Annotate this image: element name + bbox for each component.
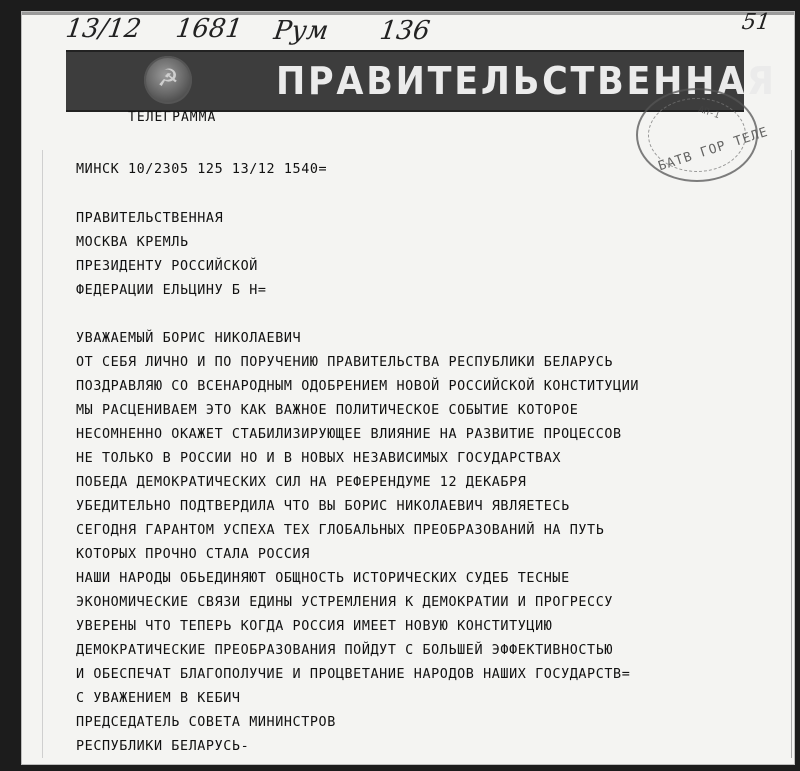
header-banner: [66, 50, 777, 112]
body-line: КОТОРЫХ ПРОЧНО СТАЛА РОССИЯ: [76, 547, 310, 562]
handwritten-corner-mark: 51: [740, 10, 772, 35]
body-line: ОТ СЕБЯ ЛИЧНО И ПО ПОРУЧЕНИЮ ПРАВИТЕЛЬСТВА РЕСПУБЛИКИ БЕЛАРУСЬ: [76, 355, 614, 370]
handwritten-date: 13/12: [63, 14, 144, 44]
address-line: МОСКВА КРЕМЛЬ: [76, 235, 189, 250]
message-body: [76, 331, 640, 754]
body-line: ПОЗДРАВЛЯЮ СО ВСЕНАРОДНЫМ ОДОБРЕНИЕМ НОВОЙ РОССИЙСКОЙ КОНСТИТУЦИИ: [76, 379, 640, 394]
handwritten-signature: Рум: [271, 16, 331, 46]
postal-stamp: [636, 88, 771, 182]
body-line: ЭКОНОМИЧЕСКИЕ СВЯЗИ ЕДИНЫ УСТРЕМЛЕНИЯ К ДЕМОКРАТИИ И ПРОГРЕССУ: [76, 595, 614, 610]
address-line: ПРАВИТЕЛЬСТВЕННАЯ: [76, 211, 224, 226]
document-type-label: ТЕЛЕГРАММА: [128, 110, 217, 125]
address-line: ПРЕЗИДЕНТУ РОССИЙСКОЙ: [76, 259, 258, 274]
signature-line: С УВАЖЕНИЕМ В КЕБИЧ: [76, 691, 241, 706]
handwritten-count: 136: [377, 16, 432, 46]
body-line: ДЕМОКРАТИЧЕСКИЕ ПРЕОБРАЗОВАНИЯ ПОЙДУТ С БОЛЬШЕЙ ЭФФЕКТИВНОСТЬЮ: [76, 643, 614, 658]
routing-line: МИНСК 10/2305 125 13/12 1540=: [76, 162, 328, 177]
signatory-title-line: ПРЕДСЕДАТЕЛЬ СОВЕТА МИНИНСТРОВ: [76, 715, 336, 730]
stamp-text: БАТВ ГОР ТЕЛЕ: [656, 124, 771, 175]
body-line: СЕГОДНЯ ГАРАНТОМ УСПЕХА ТЕХ ГЛОБАЛЬНЫХ ПРЕОБРАЗОВАНИЙ НА ПУТЬ: [76, 523, 605, 538]
signatory-title-line: РЕСПУБЛИКИ БЕЛАРУСЬ-: [76, 739, 250, 754]
state-emblem-icon: [144, 56, 192, 104]
body-line: УВАЖАЕМЫЙ БОРИС НИКОЛАЕВИЧ: [76, 331, 302, 346]
body-line: И ОБЕСПЕЧАТ БЛАГОПОЛУЧИЕ И ПРОЦВЕТАНИЕ НАРОДОВ НАШИХ ГОСУДАРСТВ=: [76, 667, 631, 682]
address-line: ФЕДЕРАЦИИ ЕЛЬЦИНУ Б Н=: [76, 283, 267, 298]
handwritten-number: 1681: [173, 14, 245, 44]
body-line: УБЕДИТЕЛЬНО ПОДТВЕРДИЛА ЧТО ВЫ БОРИС НИКОЛАЕВИЧ ЯВЛЯЕТЕСЬ: [76, 499, 570, 514]
stamp-code: АП-1: [696, 104, 721, 122]
body-line: ПОБЕДА ДЕМОКРАТИЧЕСКИХ СИЛ НА РЕФЕРЕНДУМЕ 12 ДЕКАБРЯ: [76, 475, 527, 490]
body-line: УВЕРЕНЫ ЧТО ТЕПЕРЬ КОГДА РОССИЯ ИМЕЕТ НОВУЮ КОНСТИТУЦИЮ: [76, 619, 553, 634]
body-line: НЕ ТОЛЬКО В РОССИИ НО И В НОВЫХ НЕЗАВИСИМЫХ ГОСУДАРСТВАХ: [76, 451, 562, 466]
banner-title: ПРАВИТЕЛЬСТВЕННАЯ: [276, 59, 777, 103]
body-line: МЫ РАСЦЕНИВАЕМ ЭТО КАК ВАЖНОЕ ПОЛИТИЧЕСКОЕ СОБЫТИЕ КОТОРОЕ: [76, 403, 579, 418]
body-line: НАШИ НАРОДЫ ОБЬЕДИНЯЮТ ОБЩНОСТЬ ИСТОРИЧЕСКИХ СУДЕБ ТЕСНЫЕ: [76, 571, 570, 586]
body-line: НЕСОМНЕННО ОКАЖЕТ СТАБИЛИЗИРУЮЩЕЕ ВЛИЯНИЕ НА РАЗВИТИЕ ПРОЦЕССОВ: [76, 427, 622, 442]
address-block: [76, 211, 267, 298]
